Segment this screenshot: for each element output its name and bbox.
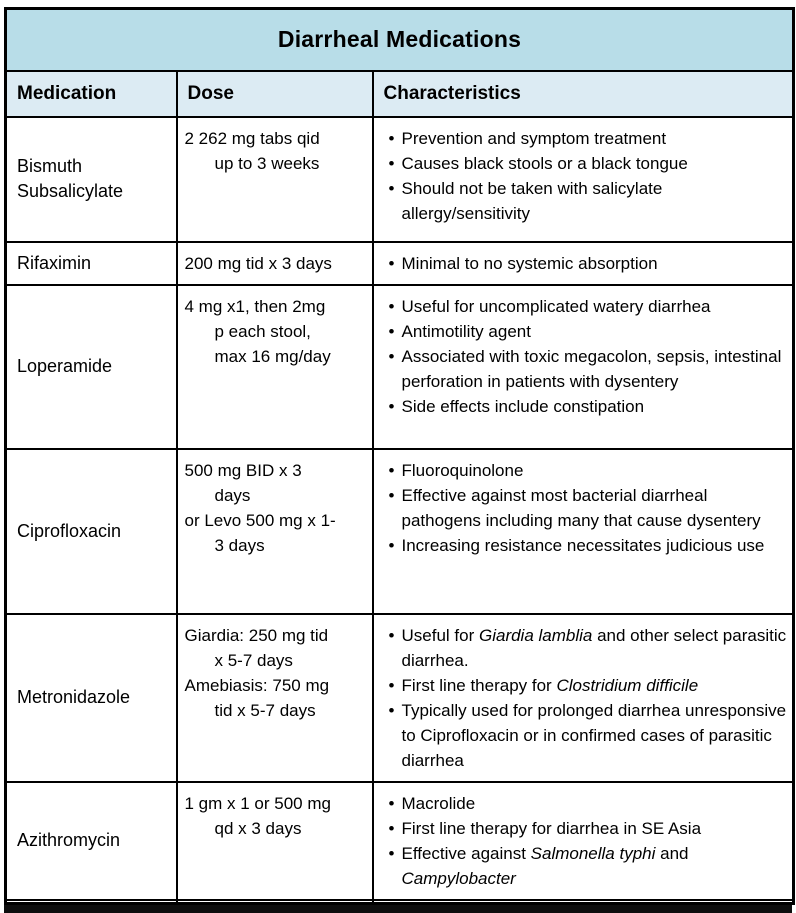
dose-value — [177, 614, 373, 782]
bullet-icon: • — [388, 253, 395, 273]
dose-line: tid x 5-7 days — [214, 700, 316, 720]
characteristic-bullet — [382, 319, 789, 344]
characteristic-bullet — [382, 344, 789, 394]
table-row — [6, 242, 794, 285]
characteristic-bullet — [382, 394, 789, 419]
bullet-text: Useful for uncomplicated watery diarrhea — [401, 296, 711, 316]
table-row — [6, 117, 794, 242]
characteristic-bullet — [382, 126, 789, 151]
dose-line: Giardia: 250 mg tid — [184, 625, 329, 645]
dose-line: 200 mg tid x 3 days — [184, 253, 332, 273]
medication-rows — [6, 117, 794, 900]
dose-line: qd x 3 days — [214, 818, 302, 838]
characteristics-list — [373, 117, 794, 242]
characteristic-bullet — [382, 483, 789, 533]
bullet-icon: • — [388, 460, 395, 480]
bullet-text: Macrolide — [401, 793, 476, 813]
characteristic-bullet — [382, 458, 789, 483]
characteristics-list — [373, 782, 794, 900]
table-row — [6, 285, 794, 449]
bullet-icon: • — [388, 296, 395, 316]
cutoff-cell — [6, 900, 177, 904]
dose-line: x 5-7 days — [214, 650, 293, 670]
bullet-icon: • — [388, 321, 395, 341]
bullet-icon: • — [388, 178, 395, 198]
dose-value — [177, 449, 373, 614]
column-header-dose: Dose — [177, 71, 373, 117]
characteristic-bullet — [382, 623, 789, 673]
characteristic-bullet — [382, 176, 789, 226]
bullet-icon: • — [388, 625, 395, 645]
bullet-text: Effective against Salmonella typhi and Campylobacter — [401, 843, 689, 888]
characteristic-bullet — [382, 791, 789, 816]
bullet-text: Side effects include constipation — [401, 396, 645, 416]
bullet-icon: • — [388, 675, 395, 695]
characteristics-list — [373, 285, 794, 449]
table-row — [6, 782, 794, 900]
cutoff-cell — [373, 900, 794, 904]
dose-value — [177, 285, 373, 449]
characteristic-bullet — [382, 816, 789, 841]
characteristic-bullet — [382, 251, 789, 276]
dose-line: 500 mg BID x 3 — [184, 460, 302, 480]
page-cutoff-bar — [4, 905, 792, 913]
dose-line: 3 days — [214, 535, 265, 555]
bullet-icon: • — [388, 346, 395, 366]
bullet-icon: • — [388, 396, 395, 416]
bullet-icon: • — [388, 485, 395, 505]
dose-line: days — [214, 485, 251, 505]
dose-line: 1 gm x 1 or 500 mg — [184, 793, 331, 813]
bullet-icon: • — [388, 700, 395, 720]
column-header-characteristics: Characteristics — [373, 71, 794, 117]
bullet-text: Antimotility agent — [401, 321, 531, 341]
characteristics-list — [373, 614, 794, 782]
dose-line: 2 262 mg tabs qid — [184, 128, 320, 148]
column-header-medication: Medication — [6, 71, 177, 117]
table-title: Diarrheal Medications — [6, 9, 794, 71]
column-header-row — [6, 71, 794, 117]
bullet-icon: • — [388, 818, 395, 838]
cutoff-partial-row — [6, 900, 794, 904]
characteristic-bullet — [382, 151, 789, 176]
dose-value — [177, 782, 373, 900]
bullet-icon: • — [388, 843, 395, 863]
bullet-text: Effective against most bacterial diarrheal pathogens including many that cause dysentery — [401, 485, 761, 530]
dose-line: Amebiasis: 750 mg — [184, 675, 330, 695]
bullet-text: Minimal to no systemic absorption — [401, 253, 658, 273]
bullet-text: Typically used for prolonged diarrhea unresponsive to Ciprofloxacin or in confirmed cases of parasitic diarrhea — [401, 700, 787, 770]
dose-line: 4 mg x1, then 2mg — [184, 296, 326, 316]
characteristics-list — [373, 242, 794, 285]
medication-name: Ciprofloxacin — [6, 449, 177, 614]
table-row — [6, 614, 794, 782]
medication-name: Metronidazole — [6, 614, 177, 782]
characteristic-bullet — [382, 294, 789, 319]
cutoff-cell — [177, 900, 373, 904]
characteristic-bullet — [382, 698, 789, 773]
bullet-text: Associated with toxic megacolon, sepsis, intestinal perforation in patients with dysentery — [401, 346, 782, 391]
medication-name: Loperamide — [6, 285, 177, 449]
bullet-icon: • — [388, 793, 395, 813]
characteristic-bullet — [382, 841, 789, 891]
bullet-text: First line therapy for Clostridium difficile — [401, 675, 699, 695]
table-title-row — [6, 9, 794, 71]
bullet-text: Prevention and symptom treatment — [401, 128, 667, 148]
bullet-icon: • — [388, 535, 395, 555]
diarrheal-medications-table — [4, 7, 795, 905]
table-row — [6, 449, 794, 614]
bullet-text: Useful for Giardia lamblia and other select parasitic diarrhea. — [401, 625, 787, 670]
dose-line: p each stool, — [214, 321, 311, 341]
bullet-icon: • — [388, 153, 395, 173]
bullet-text: Increasing resistance necessitates judicious use — [401, 535, 765, 555]
dose-line: or Levo 500 mg x 1- — [184, 510, 336, 530]
bullet-text: First line therapy for diarrhea in SE Asia — [401, 818, 702, 838]
bullet-text: Fluoroquinolone — [401, 460, 524, 480]
dose-value — [177, 117, 373, 242]
medication-name: Rifaximin — [6, 242, 177, 285]
characteristic-bullet — [382, 673, 789, 698]
characteristics-list — [373, 449, 794, 614]
medication-name: Azithromycin — [6, 782, 177, 900]
characteristic-bullet — [382, 533, 789, 558]
dose-value — [177, 242, 373, 285]
bullet-icon: • — [388, 128, 395, 148]
dose-line: max 16 mg/day — [214, 346, 331, 366]
medication-name: Bismuth Subsalicylate — [6, 117, 177, 242]
bullet-text: Should not be taken with salicylate allergy/sensitivity — [401, 178, 663, 223]
bullet-text: Causes black stools or a black tongue — [401, 153, 688, 173]
dose-line: up to 3 weeks — [214, 153, 320, 173]
